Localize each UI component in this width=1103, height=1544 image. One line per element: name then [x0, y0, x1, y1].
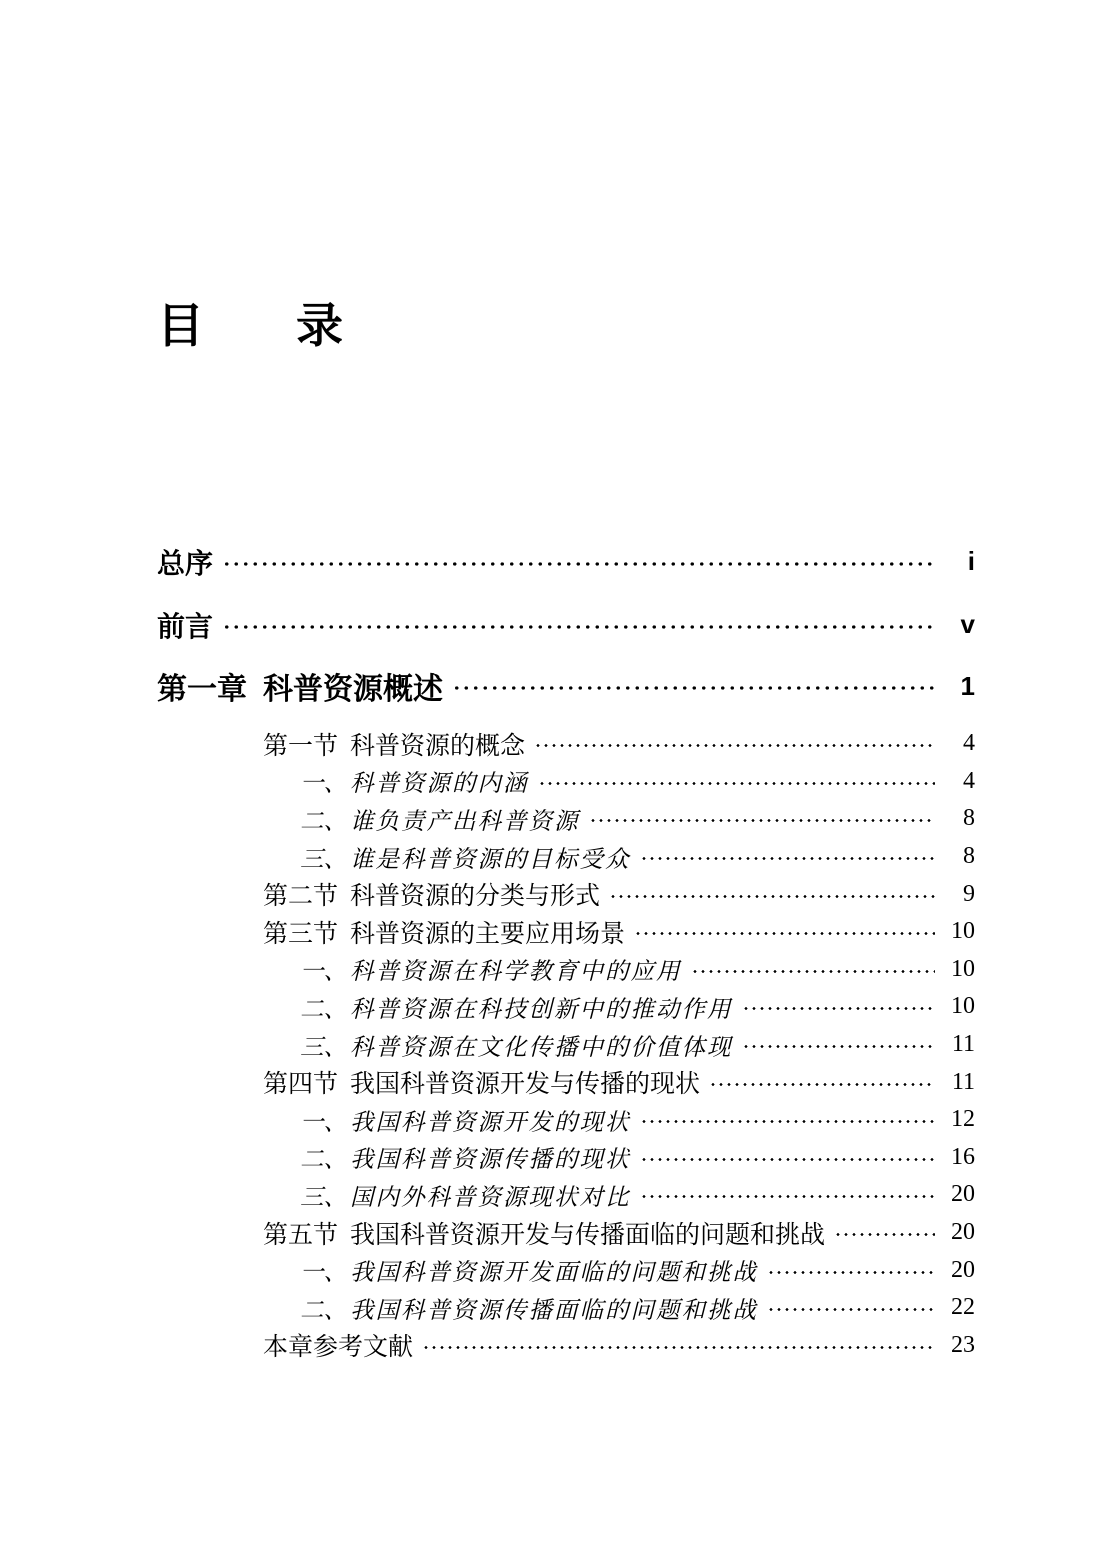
- toc-entry: [157, 593, 975, 656]
- toc-entry-page-number: 1: [960, 670, 975, 701]
- toc-entry-title: 本章参考文献: [263, 1334, 414, 1362]
- toc-entry: [157, 1139, 975, 1177]
- toc-entry-label: 三、: [300, 846, 347, 873]
- toc-entry-page-number: i: [967, 546, 975, 576]
- dot-leader: [709, 1082, 935, 1087]
- toc-entry-label: 二、: [300, 808, 347, 835]
- toc-entry: [157, 1251, 975, 1289]
- dot-leader: [742, 1044, 936, 1049]
- dot-leader: [222, 561, 935, 567]
- dot-leader: [534, 743, 935, 748]
- toc-entry-label: 第五节: [263, 1221, 339, 1249]
- toc-entry-page-number: 23: [951, 1331, 975, 1358]
- toc-entry-title: 科普资源的主要应用场景: [350, 920, 626, 948]
- toc-entry-page-number: 11: [951, 1031, 975, 1058]
- toc-entry-label: 第三节: [263, 920, 339, 948]
- toc-entry-page-number: 20: [951, 1219, 975, 1246]
- dot-leader: [640, 1119, 936, 1124]
- toc-entry-label: 第四节: [263, 1071, 339, 1099]
- toc-entry-page-number: 9: [963, 880, 975, 907]
- toc-entry-label: 一、: [300, 1260, 347, 1287]
- dot-leader: [640, 856, 936, 861]
- dot-leader: [767, 1270, 935, 1275]
- toc-entry: [157, 1289, 975, 1327]
- dot-leader: [767, 1307, 935, 1312]
- toc-entry-title: 科普资源的分类与形式: [350, 883, 601, 911]
- dot-leader: [640, 1194, 936, 1199]
- toc-entry-label: 三、: [300, 1184, 347, 1211]
- toc-entry-title: 国内外科普资源现状对比: [350, 1184, 631, 1211]
- toc-entry-title: 我国科普资源开发的现状: [350, 1109, 631, 1136]
- toc-entry-label: 第一节: [263, 732, 339, 760]
- toc-entry-page-number: 8: [963, 805, 975, 832]
- dot-leader: [834, 1232, 935, 1237]
- dot-leader: [691, 969, 936, 974]
- toc-entry: [157, 913, 975, 951]
- toc-entry-title: 我国科普资源开发与传播面临的问题和挑战: [350, 1221, 826, 1249]
- dot-leader: [422, 1345, 935, 1350]
- toc-entry-title: 科普资源在科学教育中的应用: [350, 959, 682, 986]
- toc-entry: [157, 875, 975, 913]
- dot-leader: [634, 931, 935, 936]
- toc-entry-page-number: 16: [951, 1143, 975, 1170]
- toc-entry: [157, 951, 975, 989]
- page-title-char-1: 目: [157, 299, 204, 352]
- toc-entry-title: 科普资源的内涵: [350, 771, 529, 798]
- toc-entry: [157, 838, 975, 876]
- toc-entry-title: 前言: [157, 610, 214, 642]
- toc-entry-page-number: 11: [951, 1068, 975, 1095]
- toc-entry-label: 一、: [300, 959, 347, 986]
- toc-entry: [157, 1327, 975, 1365]
- dot-leader: [640, 1157, 936, 1162]
- page-title: [157, 299, 343, 353]
- page-title-char-2: 录: [296, 299, 343, 352]
- toc-entry-label: 一、: [300, 1109, 347, 1136]
- toc-entry-label: 一、: [300, 771, 347, 798]
- toc-entry: [157, 763, 975, 801]
- toc-entry-title: 我国科普资源传播的现状: [350, 1147, 631, 1174]
- dot-leader: [452, 685, 935, 691]
- toc-entry-label: 二、: [300, 996, 347, 1023]
- toc-entry-page-number: 4: [963, 730, 975, 757]
- toc-entry: [157, 1026, 975, 1064]
- toc-entry-title: 科普资源在文化传播中的价值体现: [350, 1034, 733, 1061]
- toc-entry: [157, 988, 975, 1026]
- toc-entry-label: 二、: [300, 1297, 347, 1324]
- toc-entry: [157, 530, 975, 593]
- toc-entry: [157, 1101, 975, 1139]
- toc-entry-title: 科普资源在科技创新中的推动作用: [350, 996, 733, 1023]
- toc-entry-title: 总序: [157, 547, 214, 579]
- dot-leader: [742, 1006, 936, 1011]
- toc-entry: [157, 800, 975, 838]
- toc-entry: [157, 1176, 975, 1214]
- toc-entry: [157, 1063, 975, 1101]
- toc-entry: [157, 656, 975, 716]
- toc-entry: [157, 1214, 975, 1252]
- toc-entry-title: 科普资源的概念: [350, 732, 526, 760]
- toc-list: [157, 530, 975, 1364]
- toc-entry-label: 三、: [300, 1034, 347, 1061]
- toc-entry: [157, 725, 975, 763]
- toc-entry-page-number: 12: [951, 1106, 975, 1133]
- toc-entry-label: 二、: [300, 1147, 347, 1174]
- toc-entry-title: 我国科普资源开发面临的问题和挑战: [350, 1260, 758, 1287]
- toc-entry-label: 第二节: [263, 883, 339, 911]
- toc-entry-title: 我国科普资源传播面临的问题和挑战: [350, 1297, 758, 1324]
- dot-leader: [609, 894, 935, 899]
- dot-leader: [222, 624, 935, 630]
- toc-entry-page-number: 20: [951, 1256, 975, 1283]
- toc-entry-page-number: 10: [951, 918, 975, 945]
- toc-entry-page-number: v: [960, 609, 975, 639]
- toc-entry-page-number: 10: [951, 993, 975, 1020]
- dot-leader: [589, 818, 936, 823]
- toc-entry-title: 谁负责产出科普资源: [350, 808, 580, 835]
- toc-entry-title: 谁是科普资源的目标受众: [350, 846, 631, 873]
- toc-entry-label: 第一章: [157, 673, 247, 706]
- toc-entry-page-number: 4: [963, 767, 975, 794]
- toc-entry-page-number: 22: [951, 1294, 975, 1321]
- toc-entry-title: 我国科普资源开发与传播的现状: [350, 1071, 701, 1099]
- toc-entry-page-number: 20: [951, 1181, 975, 1208]
- toc-entry-title: 科普资源概述: [263, 673, 443, 706]
- dot-leader: [538, 781, 936, 786]
- toc-entry-page-number: 8: [963, 843, 975, 870]
- toc-entry-page-number: 10: [951, 955, 975, 982]
